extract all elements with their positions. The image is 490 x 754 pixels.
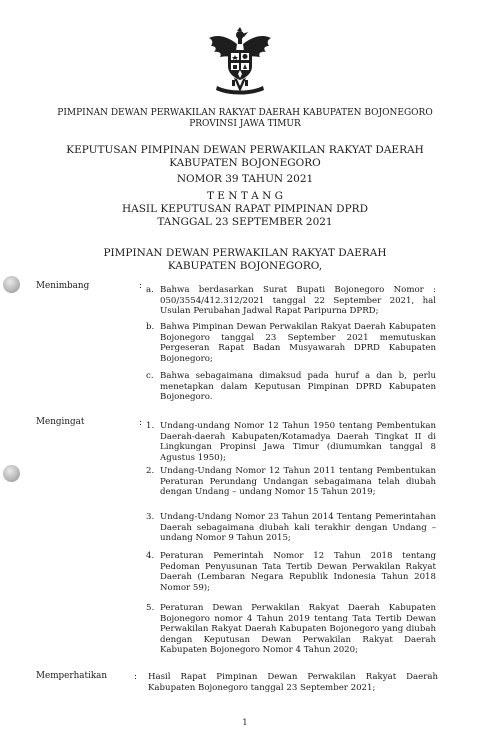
- list-marker: 3.: [146, 512, 155, 522]
- menimbang-item-c: [146, 371, 436, 403]
- memperhatikan-label: Memperhatikan: [36, 671, 108, 681]
- institution-header: PIMPINAN DEWAN PERWAKILAN RAKYAT DAERAH KABUPATEN BOJONEGORO: [57, 108, 433, 118]
- list-marker: 1.: [146, 421, 155, 431]
- list-item-text: Peraturan Dewan Perwakilan Rakyat Daerah Kabupaten Bojonegoro nomor 4 Tahun 2019 tentang Tata Tertib Dewan Perwakilan Rakyat Daerah Kabupaten Bojonegoro yang diubah dengan Keputusan Dewan Perwakilan Rakyat Daerah Kabupaten Bojonegoro Nomor 4 Tahun 2020;: [160, 603, 436, 656]
- garuda-emblem-icon: [207, 26, 273, 100]
- issuer-line1: PIMPINAN DEWAN PERWAKILAN RAKYAT DAERAH: [103, 247, 387, 259]
- menimbang-item-b: [146, 322, 436, 364]
- list-marker: 4.: [146, 551, 155, 561]
- mengingat-item-5: [146, 603, 436, 656]
- tentang-label: T E N T A N G: [206, 190, 284, 202]
- decree-subject-line2: TANGGAL 23 SEPTEMBER 2021: [157, 216, 333, 228]
- mengingat-item-1: [146, 421, 436, 463]
- list-item-text: Bahwa sebagaimana dimaksud pada huruf a dan b, perlu menetapkan dalam Keputusan Pimpinan DPRD Kabupaten Bojonegoro.: [160, 371, 436, 403]
- province-header: PROVINSI JAWA TIMUR: [189, 119, 301, 129]
- mengingat-item-3: [146, 512, 436, 544]
- menimbang-label: Menimbang: [36, 281, 90, 291]
- menimbang-item-a: [146, 285, 436, 317]
- list-marker: c.: [146, 371, 154, 381]
- list-marker: 2.: [146, 466, 155, 476]
- menimbang-colon: :: [139, 281, 142, 291]
- list-item-text: Peraturan Pemerintah Nomor 12 Tahun 2018 tentang Pedoman Penyusunan Tata Tertib Dewan Perwakilan Rakyat Daerah (Lembaran Negara Republik Indonesia Tahun 2018 Nomor 59);: [160, 551, 436, 593]
- decree-subject-line1: HASIL KEPUTUSAN RAPAT PIMPINAN DPRD: [121, 203, 368, 215]
- list-marker: 5.: [146, 603, 155, 613]
- mengingat-colon: :: [139, 418, 142, 428]
- mengingat-item-4: [146, 551, 436, 593]
- decree-title-line2: KABUPATEN BOJONEGORO: [169, 157, 321, 169]
- memperhatikan-text: Hasil Rapat Pimpinan Dewan Perwakilan Rakyat Daerah Kabupaten Bojonegoro tanggal 23 September 2021;: [148, 672, 438, 693]
- memperhatikan-colon: :: [134, 672, 137, 682]
- list-item-text: Undang-Undang Nomor 23 Tahun 2014 Tentang Pemerintahan Daerah sebagaimana diubah kali terakhir dengan Undang – undang Nomor 9 Tahun 2015;: [160, 512, 436, 544]
- mengingat-label: Mengingat: [36, 417, 85, 427]
- binder-hole-bottom: [3, 465, 20, 482]
- list-marker: b.: [146, 322, 155, 332]
- list-item-text: Undang-undang Nomor 12 Tahun 1950 tentang Pembentukan Daerah-daerah Kabupaten/Kotamadya Daerah Tingkat II di Lingkungan Propinsi Jawa Timur (diumumkan tanggal 8 Agustus 1950);: [160, 421, 436, 463]
- binder-hole-top: [3, 276, 20, 293]
- decree-number: NOMOR 39 TAHUN 2021: [176, 173, 314, 185]
- list-item-text: Bahwa Pimpinan Dewan Perwakilan Rakyat Daerah Kabupaten Bojonegoro tanggal 23 September 2021 memutuskan Pergeseran Rapat Badan Musyawarah DPRD Kabupaten Bojonegoro;: [160, 322, 436, 364]
- list-marker: a.: [146, 285, 154, 295]
- list-item-text: Undang-Undang Nomor 12 Tahun 2011 tentang Pembentukan Peraturan Perundang Undangan sebagaimana telah diubah dengan Undang – undang Nomor 15 Tahun 2019;: [160, 466, 436, 498]
- mengingat-item-2: [146, 466, 436, 498]
- decree-title-line1: KEPUTUSAN PIMPINAN DEWAN PERWAKILAN RAKYAT DAERAH: [66, 144, 424, 156]
- page-number: 1: [242, 718, 248, 728]
- issuer-line2: KABUPATEN BOJONEGORO,: [167, 260, 323, 272]
- list-item-text: Bahwa berdasarkan Surat Bupati Bojonegoro Nomor : 050/3554/412.312/2021 tanggal 22 September 2021, hal Usulan Perubahan Jadwal Rapat Paripurna DPRD;: [160, 285, 436, 317]
